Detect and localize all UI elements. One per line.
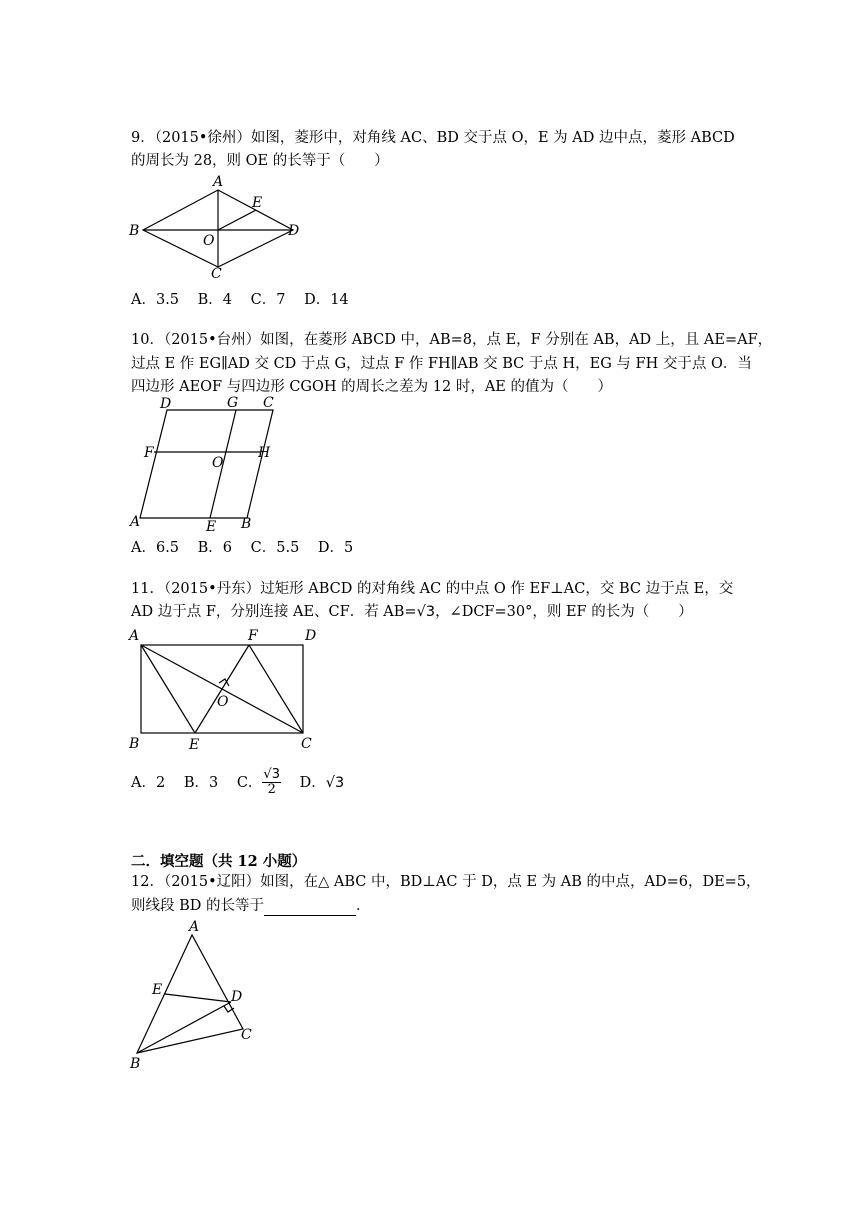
- q10-option-a[interactable]: A．6.5: [131, 540, 180, 556]
- q10-label-F: F: [144, 445, 154, 461]
- q9-label-A: A: [213, 174, 224, 190]
- q11-option-b[interactable]: B．3: [183, 774, 219, 791]
- q9-label-C: C: [211, 266, 222, 282]
- q12-stem-line1: 12．（2015•辽阳）如图，在△ ABC 中，BD⊥AC 于 D，点 E 为 AB 的中点，AD=6，DE=5，: [131, 874, 761, 890]
- q10-label-H: H: [258, 445, 271, 461]
- q11-label-A: A: [129, 628, 140, 644]
- q11-label-D: D: [305, 628, 317, 644]
- q10-label-A: A: [130, 514, 141, 530]
- q11-stem-line2-a: AD 边于点 F，分别连接 AE、CF．若 AB=: [131, 604, 417, 620]
- q11-option-d-prefix: D．: [299, 774, 326, 791]
- q11-stem-line2: [131, 602, 693, 622]
- q9-option-b[interactable]: B．4: [197, 292, 233, 308]
- q12-stem-line2-b: ．: [356, 898, 371, 914]
- q10-option-b[interactable]: B．6: [197, 540, 233, 556]
- q11-option-c-fraction: [262, 768, 281, 797]
- q11-label-O: O: [217, 694, 229, 710]
- q12-label-E: E: [152, 982, 163, 998]
- q10-label-D: D: [160, 396, 172, 412]
- q10-rhombus-figure: [125, 394, 285, 534]
- q10-stem-line3: 四边形 AEOF 与四边形 CGOH 的周长之差为 12 时，AE 的值为（ ）: [131, 379, 612, 395]
- q9-option-a[interactable]: A．3.5: [131, 292, 180, 308]
- q12-stem-line2-a: 则线段 BD 的长等于: [131, 898, 264, 914]
- q11-option-d[interactable]: [300, 775, 345, 791]
- q11-option-a[interactable]: A．2: [131, 774, 166, 791]
- q12-triangle-figure: [125, 915, 275, 1075]
- q12-label-A: A: [189, 919, 200, 935]
- q11-label-C: C: [301, 736, 312, 752]
- q11-options: [131, 768, 358, 797]
- q9-stem-line2: 的周长为 28，则 OE 的长等于（ ）: [131, 153, 389, 169]
- section-heading-fill-in: 二．填空题（共 12 小题）: [131, 853, 307, 870]
- q9-label-O: O: [203, 233, 215, 249]
- q9-label-D: D: [288, 223, 300, 239]
- q10-option-c[interactable]: C．5.5: [250, 540, 300, 556]
- q11-option-c-prefix: C．: [236, 774, 263, 791]
- q12-answer-blank[interactable]: [264, 901, 356, 916]
- q10-option-d[interactable]: D．5: [317, 540, 354, 556]
- q11-label-E: E: [189, 737, 200, 753]
- q11-label-B: B: [129, 736, 140, 752]
- q10-stem-line1: 10．（2015•台州）如图，在菱形 ABCD 中，AB=8，点 E，F 分别在 AB，AD 上，且 AE=AF，: [131, 332, 773, 348]
- q10-options: [131, 536, 367, 557]
- q11-option-c[interactable]: [236, 767, 281, 797]
- q11-stem-line2-b: ，∠DCF=30°，则 EF 的长为（ ）: [435, 604, 693, 620]
- q10-label-B: B: [241, 516, 252, 532]
- q10-stem-line2: 过点 E 作 EG∥AD 交 CD 于点 G，过点 F 作 FH∥AB 交 BC 于点 H，EG 与 FH 交于点 O．当: [131, 356, 752, 372]
- q9-stem-line1: 9．（2015•徐州）如图，菱形中，对角线 AC、BD 交于点 O，E 为 AD 边中点，菱形 ABCD: [131, 130, 735, 146]
- q11-option-c-denominator: 2: [267, 782, 276, 797]
- q10-label-C: C: [263, 395, 274, 411]
- q10-label-G: G: [227, 395, 239, 411]
- q9-option-d[interactable]: D．14: [304, 292, 349, 308]
- q12-label-D: D: [231, 989, 243, 1005]
- q9-rhombus-figure: [125, 172, 315, 282]
- q11-option-c-numerator: √3: [263, 767, 280, 782]
- q10-label-O: O: [212, 455, 224, 471]
- q11-sqrt3: √3: [416, 604, 436, 620]
- q12-stem-line2: [131, 896, 371, 916]
- q9-option-c[interactable]: C．7: [250, 292, 286, 308]
- q9-label-B: B: [129, 223, 140, 239]
- q11-rectangle-figure: [125, 626, 325, 756]
- q12-label-B: B: [130, 1056, 141, 1072]
- q9-label-E: E: [252, 195, 263, 211]
- q9-options: [131, 288, 363, 309]
- q10-label-E: E: [206, 519, 217, 534]
- q11-stem-line1: 11．（2015•丹东）过矩形 ABCD 的对角线 AC 的中点 O 作 EF⊥AC，交 BC 边于点 E，交: [131, 581, 734, 597]
- q11-option-d-value: √3: [325, 774, 345, 791]
- q11-label-F: F: [248, 628, 258, 644]
- q12-label-C: C: [241, 1027, 252, 1043]
